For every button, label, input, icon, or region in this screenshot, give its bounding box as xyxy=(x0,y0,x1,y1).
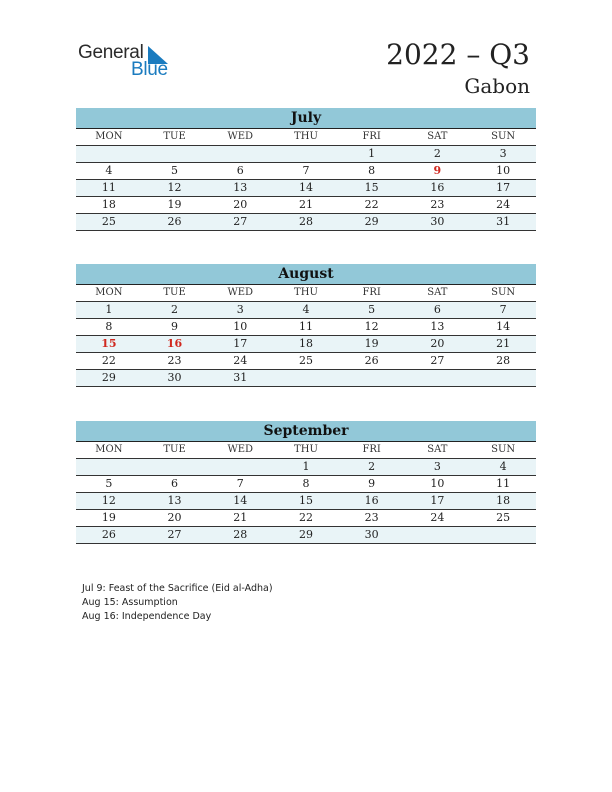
weekday-label: SAT xyxy=(427,444,448,455)
calendar-grid xyxy=(76,285,536,387)
weekday-label: SAT xyxy=(427,131,448,142)
weekday-label: TUE xyxy=(163,131,186,142)
day-cell: 2 xyxy=(405,146,471,163)
weekday-label: MON xyxy=(95,131,123,142)
day-cell: 13 xyxy=(405,319,471,336)
day-cell: 21 xyxy=(470,336,536,353)
day-cell: 6 xyxy=(207,163,273,180)
empty-day-cell xyxy=(142,459,208,476)
weekday-header-row xyxy=(76,285,536,302)
day-cell: 8 xyxy=(339,163,405,180)
empty-day-cell xyxy=(76,146,142,163)
week-row xyxy=(76,370,536,387)
day-cell: 18 xyxy=(273,336,339,353)
day-cell: 4 xyxy=(470,459,536,476)
day-cell: 11 xyxy=(273,319,339,336)
week-row xyxy=(76,319,536,336)
week-row xyxy=(76,180,536,197)
holiday-note: Aug 16: Independence Day xyxy=(82,611,212,622)
weekday-label: MON xyxy=(95,444,123,455)
weekday-label: THU xyxy=(294,131,318,142)
day-cell: 28 xyxy=(207,527,273,544)
day-cell: 24 xyxy=(470,197,536,214)
day-cell: 21 xyxy=(207,510,273,527)
weekday-label: MON xyxy=(95,287,123,298)
day-cell: 29 xyxy=(273,527,339,544)
weekday-label: WED xyxy=(227,131,254,142)
day-cell: 27 xyxy=(207,214,273,231)
day-cell: 1 xyxy=(273,459,339,476)
week-row xyxy=(76,459,536,476)
day-cell: 4 xyxy=(273,302,339,319)
empty-day-cell xyxy=(470,527,536,544)
day-cell: 23 xyxy=(142,353,208,370)
holiday-day-cell: 9 xyxy=(405,163,471,180)
day-cell: 26 xyxy=(339,353,405,370)
weekday-label: SUN xyxy=(491,131,516,142)
weekday-label: WED xyxy=(227,444,254,455)
weekday-label: FRI xyxy=(362,131,381,142)
month-name: July xyxy=(76,108,536,129)
day-cell: 23 xyxy=(405,197,471,214)
day-cell: 12 xyxy=(142,180,208,197)
day-cell: 11 xyxy=(470,476,536,493)
day-cell: 26 xyxy=(142,214,208,231)
month-name: September xyxy=(76,421,536,442)
day-cell: 3 xyxy=(207,302,273,319)
generalblue-logo xyxy=(78,42,188,82)
day-cell: 7 xyxy=(207,476,273,493)
day-cell: 25 xyxy=(470,510,536,527)
day-cell: 5 xyxy=(142,163,208,180)
empty-day-cell xyxy=(207,459,273,476)
weekday-label: THU xyxy=(294,287,318,298)
week-row xyxy=(76,493,536,510)
page-title: 2022 – Q3 xyxy=(386,38,530,71)
weekday-label: TUE xyxy=(163,444,186,455)
holiday-day-cell: 16 xyxy=(142,336,208,353)
weekday-label: WED xyxy=(227,287,254,298)
day-cell: 22 xyxy=(76,353,142,370)
logo-text-blue: Blue xyxy=(131,59,168,80)
day-cell: 17 xyxy=(207,336,273,353)
weekday-label: SUN xyxy=(491,287,516,298)
day-cell: 27 xyxy=(142,527,208,544)
weekday-label: SUN xyxy=(491,444,516,455)
weekday-header-row xyxy=(76,442,536,459)
holiday-day-cell: 15 xyxy=(76,336,142,353)
day-cell: 30 xyxy=(339,527,405,544)
week-row xyxy=(76,336,536,353)
day-cell: 8 xyxy=(76,319,142,336)
day-cell: 13 xyxy=(142,493,208,510)
day-cell: 19 xyxy=(142,197,208,214)
week-row xyxy=(76,214,536,231)
calendar-grid xyxy=(76,129,536,231)
weekday-label: SAT xyxy=(427,287,448,298)
day-cell: 28 xyxy=(470,353,536,370)
holiday-note: Aug 15: Assumption xyxy=(82,597,178,608)
day-cell: 7 xyxy=(470,302,536,319)
day-cell: 30 xyxy=(142,370,208,387)
day-cell: 22 xyxy=(339,197,405,214)
day-cell: 26 xyxy=(76,527,142,544)
day-cell: 24 xyxy=(405,510,471,527)
day-cell: 10 xyxy=(470,163,536,180)
empty-day-cell xyxy=(405,370,471,387)
month-calendar-july xyxy=(76,108,536,231)
empty-day-cell xyxy=(273,146,339,163)
week-row xyxy=(76,510,536,527)
weekday-label: FRI xyxy=(362,444,381,455)
day-cell: 23 xyxy=(339,510,405,527)
weekday-label: TUE xyxy=(163,287,186,298)
day-cell: 21 xyxy=(273,197,339,214)
day-cell: 24 xyxy=(207,353,273,370)
day-cell: 12 xyxy=(76,493,142,510)
day-cell: 18 xyxy=(470,493,536,510)
day-cell: 6 xyxy=(405,302,471,319)
day-cell: 9 xyxy=(339,476,405,493)
day-cell: 5 xyxy=(339,302,405,319)
empty-day-cell xyxy=(405,527,471,544)
day-cell: 31 xyxy=(207,370,273,387)
day-cell: 20 xyxy=(142,510,208,527)
empty-day-cell xyxy=(207,146,273,163)
country-name: Gabon xyxy=(464,74,530,98)
day-cell: 4 xyxy=(76,163,142,180)
day-cell: 3 xyxy=(470,146,536,163)
day-cell: 9 xyxy=(142,319,208,336)
day-cell: 5 xyxy=(76,476,142,493)
month-calendar-august xyxy=(76,264,536,387)
day-cell: 1 xyxy=(339,146,405,163)
empty-day-cell xyxy=(76,459,142,476)
week-row xyxy=(76,197,536,214)
day-cell: 2 xyxy=(339,459,405,476)
week-row xyxy=(76,163,536,180)
day-cell: 27 xyxy=(405,353,471,370)
empty-day-cell xyxy=(470,370,536,387)
calendar-grid xyxy=(76,442,536,544)
empty-day-cell xyxy=(339,370,405,387)
day-cell: 2 xyxy=(142,302,208,319)
day-cell: 31 xyxy=(470,214,536,231)
day-cell: 17 xyxy=(405,493,471,510)
day-cell: 25 xyxy=(273,353,339,370)
day-cell: 16 xyxy=(339,493,405,510)
day-cell: 29 xyxy=(76,370,142,387)
weekday-label: FRI xyxy=(362,287,381,298)
day-cell: 28 xyxy=(273,214,339,231)
month-calendar-september xyxy=(76,421,536,544)
day-cell: 12 xyxy=(339,319,405,336)
day-cell: 11 xyxy=(76,180,142,197)
day-cell: 13 xyxy=(207,180,273,197)
weekday-header-row xyxy=(76,129,536,146)
day-cell: 18 xyxy=(76,197,142,214)
day-cell: 15 xyxy=(339,180,405,197)
day-cell: 14 xyxy=(273,180,339,197)
day-cell: 16 xyxy=(405,180,471,197)
week-row xyxy=(76,146,536,163)
month-name: August xyxy=(76,264,536,285)
empty-day-cell xyxy=(142,146,208,163)
day-cell: 19 xyxy=(339,336,405,353)
day-cell: 14 xyxy=(207,493,273,510)
logo-text-general: General xyxy=(78,42,144,63)
day-cell: 20 xyxy=(405,336,471,353)
day-cell: 15 xyxy=(273,493,339,510)
day-cell: 8 xyxy=(273,476,339,493)
day-cell: 7 xyxy=(273,163,339,180)
holiday-notes xyxy=(82,582,273,624)
day-cell: 17 xyxy=(470,180,536,197)
holiday-note: Jul 9: Feast of the Sacrifice (Eid al-Adha) xyxy=(82,583,273,594)
day-cell: 1 xyxy=(76,302,142,319)
empty-day-cell xyxy=(273,370,339,387)
day-cell: 14 xyxy=(470,319,536,336)
day-cell: 19 xyxy=(76,510,142,527)
day-cell: 20 xyxy=(207,197,273,214)
day-cell: 10 xyxy=(405,476,471,493)
day-cell: 10 xyxy=(207,319,273,336)
day-cell: 22 xyxy=(273,510,339,527)
week-row xyxy=(76,353,536,370)
week-row xyxy=(76,527,536,544)
week-row xyxy=(76,476,536,493)
day-cell: 6 xyxy=(142,476,208,493)
day-cell: 30 xyxy=(405,214,471,231)
week-row xyxy=(76,302,536,319)
day-cell: 3 xyxy=(405,459,471,476)
day-cell: 29 xyxy=(339,214,405,231)
day-cell: 25 xyxy=(76,214,142,231)
weekday-label: THU xyxy=(294,444,318,455)
